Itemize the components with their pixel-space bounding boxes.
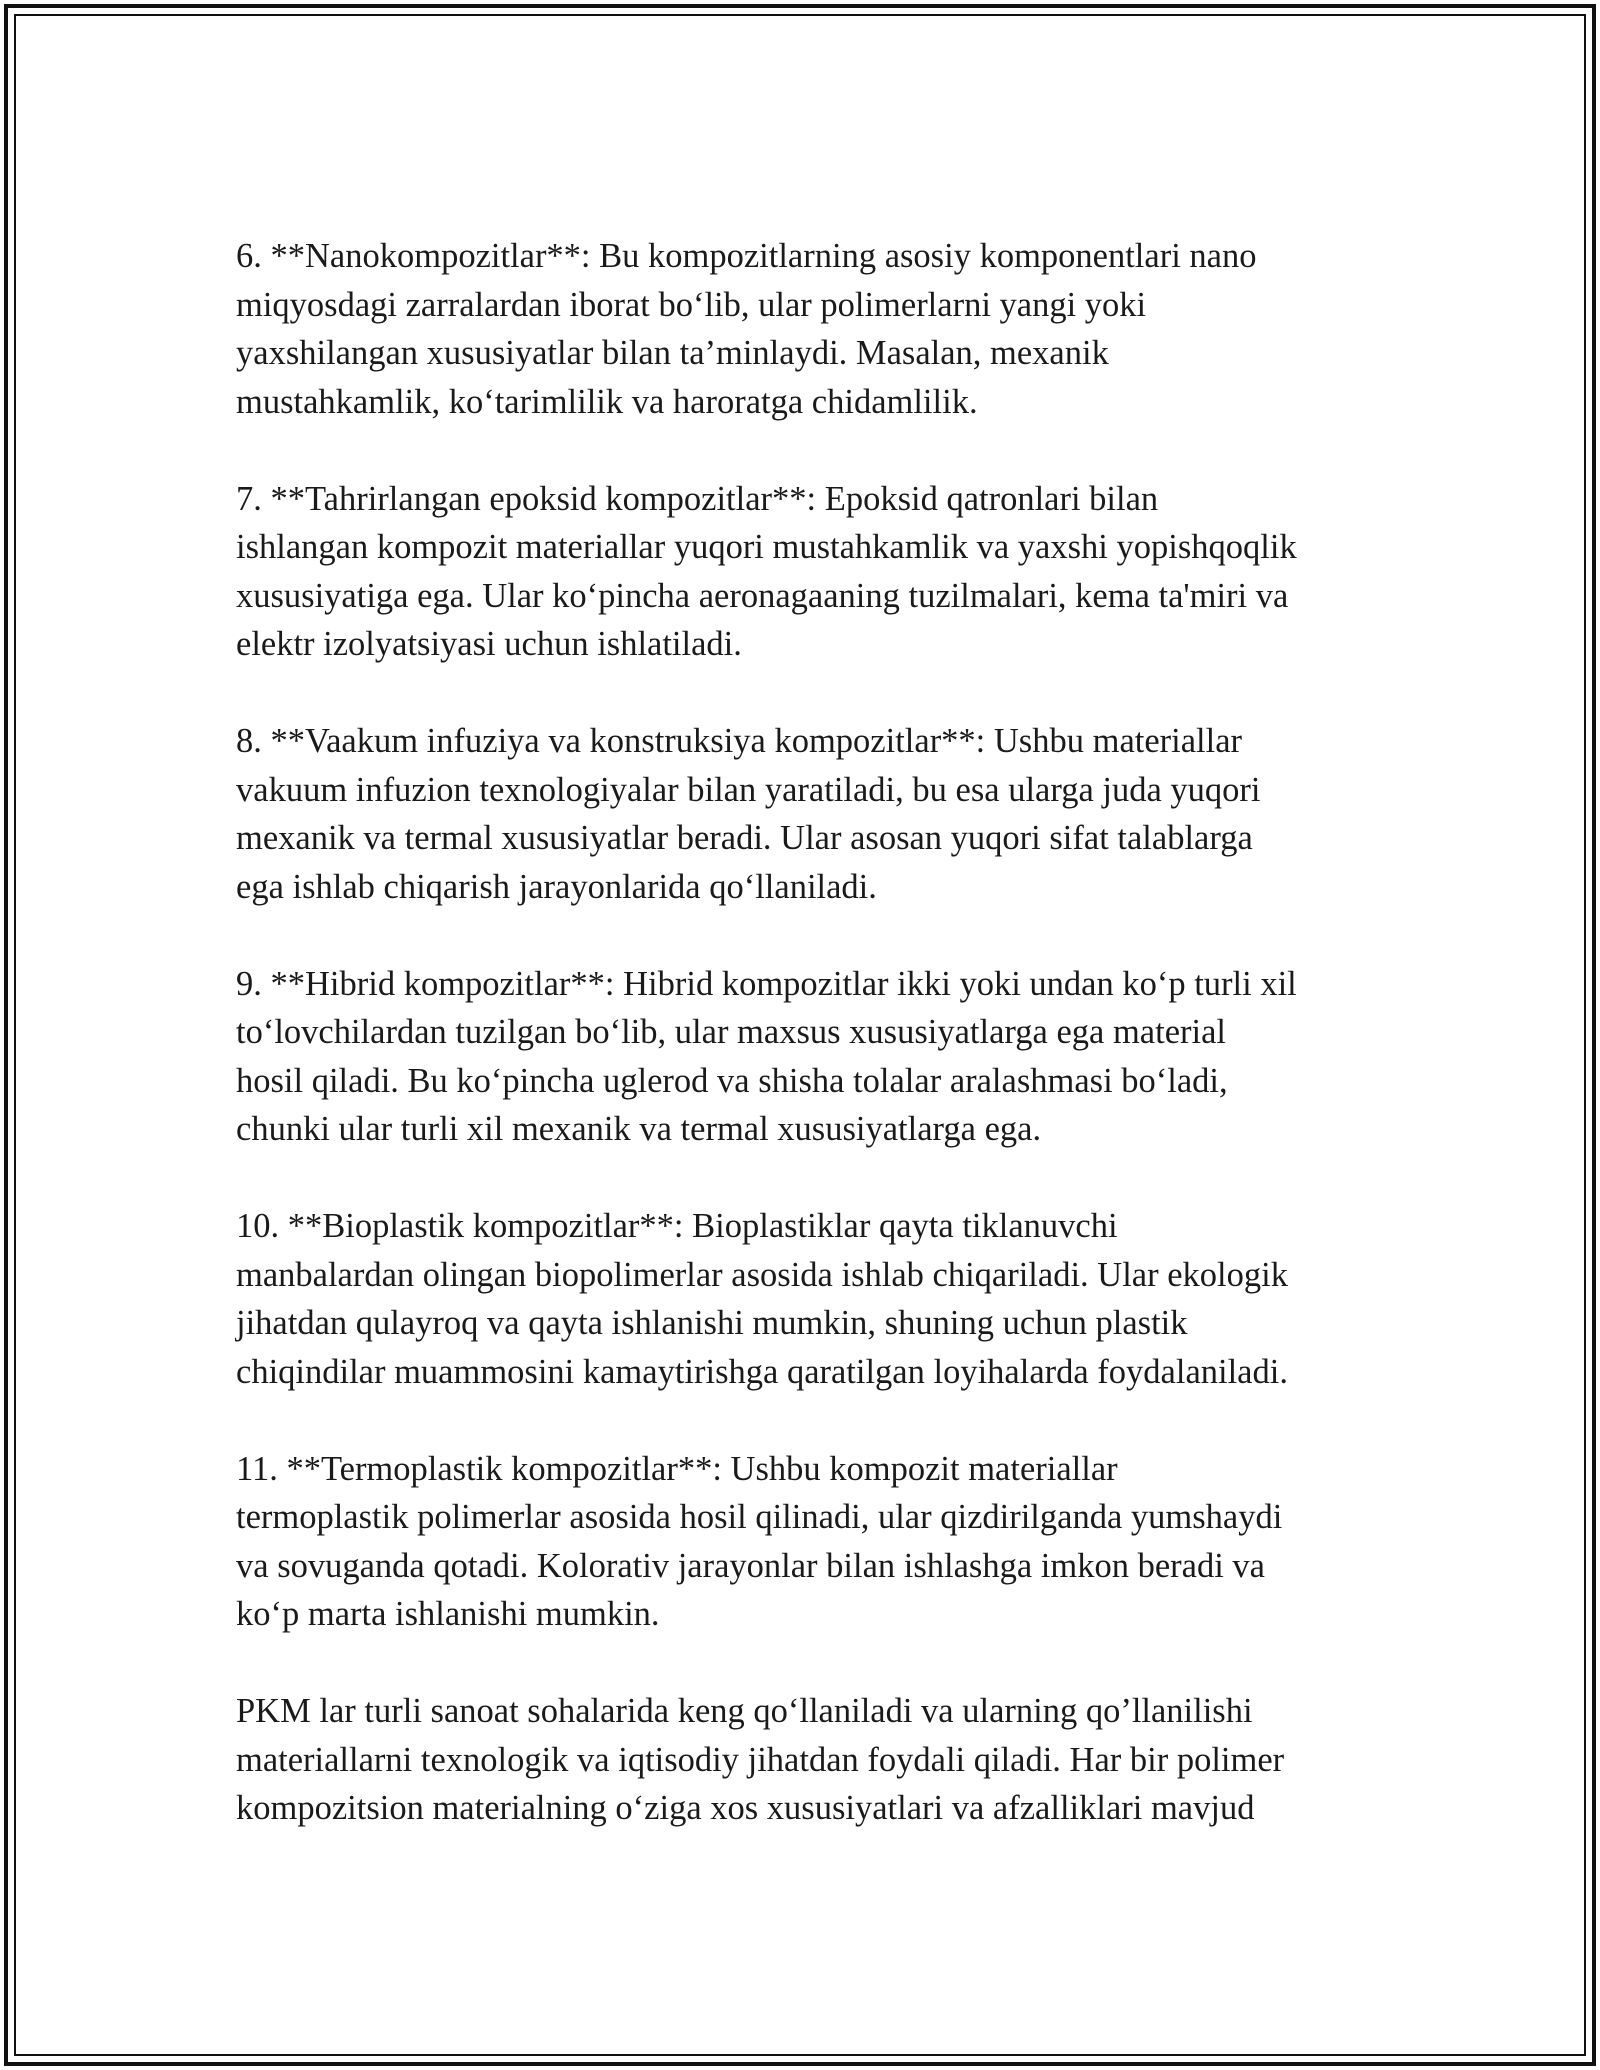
text-line: ishlangan kompozit materiallar yuqori mustahkamlik va yaxshi yopishqoqlik — [236, 528, 1297, 566]
text-line: 10. **Bioplastik kompozitlar**: Bioplastiklar qayta tiklanuvchi — [236, 1207, 1118, 1245]
text-line: vakuum infuzion texnologiyalar bilan yaratiladi, bu esa ularga juda yuqori — [236, 770, 1261, 809]
text-line: mustahkamlik, ko‘tarimlilik va haroratga chidamlilik. — [236, 382, 978, 421]
paragraph-pkm-summary — [236, 1687, 1372, 1833]
text-line: 8. **Vaakum infuziya va konstruksiya kompozitlar**: Ushbu materiallar — [236, 722, 1243, 760]
text-line: elektr izolyatsiyasi uchun ishlatiladi. — [236, 625, 742, 663]
text-line: chunki ular turli xil mexanik va termal xususiyatlarga ega. — [236, 1110, 1042, 1148]
text-line: va sovuganda qotadi. Kolorativ jarayonlar bilan ishlashga imkon beradi va — [236, 1546, 1265, 1585]
text-line: chiqindilar muammosini kamaytirishga qaratilgan loyihalarda foydalaniladi. — [236, 1352, 1288, 1391]
text-line: kompozitsion materialning o‘ziga xos xususiyatlari va afzalliklari mavjud — [236, 1789, 1255, 1827]
text-line: yaxshilangan xususiyatlar bilan ta’minlaydi. Masalan, mexanik — [236, 334, 1109, 372]
text-line: 9. **Hibrid kompozitlar**: Hibrid kompozitlar ikki yoki undan ko‘p turli xil — [236, 964, 1297, 1003]
text-line: materiallarni texnologik va iqtisodiy jihatdan foydali qiladi. Har bir polimer — [236, 1740, 1285, 1779]
text-line: ega ishlab chiqarish jarayonlarida qo‘llaniladi. — [236, 867, 877, 906]
text-line: jihatdan qulayroq va qayta ishlanishi mumkin, shuning uchun plastik — [236, 1304, 1188, 1342]
text-line: PKM lar turli sanoat sohalarida keng qo‘llaniladi va ularning qo’llanilishi — [236, 1692, 1253, 1730]
paragraph-hibrid-kompozitlar — [236, 960, 1372, 1154]
text-line: 7. **Tahrirlangan epoksid kompozitlar**: Epoksid qatronlari bilan — [236, 479, 1159, 518]
text-line: 6. **Nanokompozitlar**: Bu kompozitlarning asosiy komponentlari nano — [236, 237, 1257, 275]
paragraph-bioplastik-kompozitlar — [236, 1202, 1372, 1396]
text-line: hosil qiladi. Bu ko‘pincha uglerod va shisha tolalar aralashmasi bo‘ladi, — [236, 1061, 1228, 1100]
text-line: manbalardan olingan biopolimerlar asosida ishlab chiqariladi. Ular ekologik — [236, 1255, 1288, 1294]
document-body — [236, 232, 1372, 1881]
paragraph-vaakum-infuziya — [236, 717, 1372, 911]
text-line: 11. **Termoplastik kompozitlar**: Ushbu kompozit materiallar — [236, 1449, 1118, 1488]
paragraph-nanokompozitlar — [236, 232, 1372, 426]
paragraph-termoplastik-kompozitlar — [236, 1445, 1372, 1639]
text-line: ko‘p marta ishlanishi mumkin. — [236, 1595, 660, 1633]
text-line: mexanik va termal xususiyatlar beradi. Ular asosan yuqori sifat talablarga — [236, 819, 1253, 857]
text-line: to‘lovchilardan tuzilgan bo‘lib, ular maxsus xususiyatlarga ega material — [236, 1013, 1226, 1051]
paragraph-epoksid-kompozitlar — [236, 475, 1372, 669]
text-line: miqyosdagi zarralardan iborat bo‘lib, ular polimerlarni yangi yoki — [236, 285, 1147, 324]
text-line: xususiyatiga ega. Ular ko‘pincha aeronagaaning tuzilmalari, kema ta'miri va — [236, 576, 1289, 615]
text-line: termoplastik polimerlar asosida hosil qilinadi, ular qizdirilganda yumshaydi — [236, 1498, 1283, 1536]
